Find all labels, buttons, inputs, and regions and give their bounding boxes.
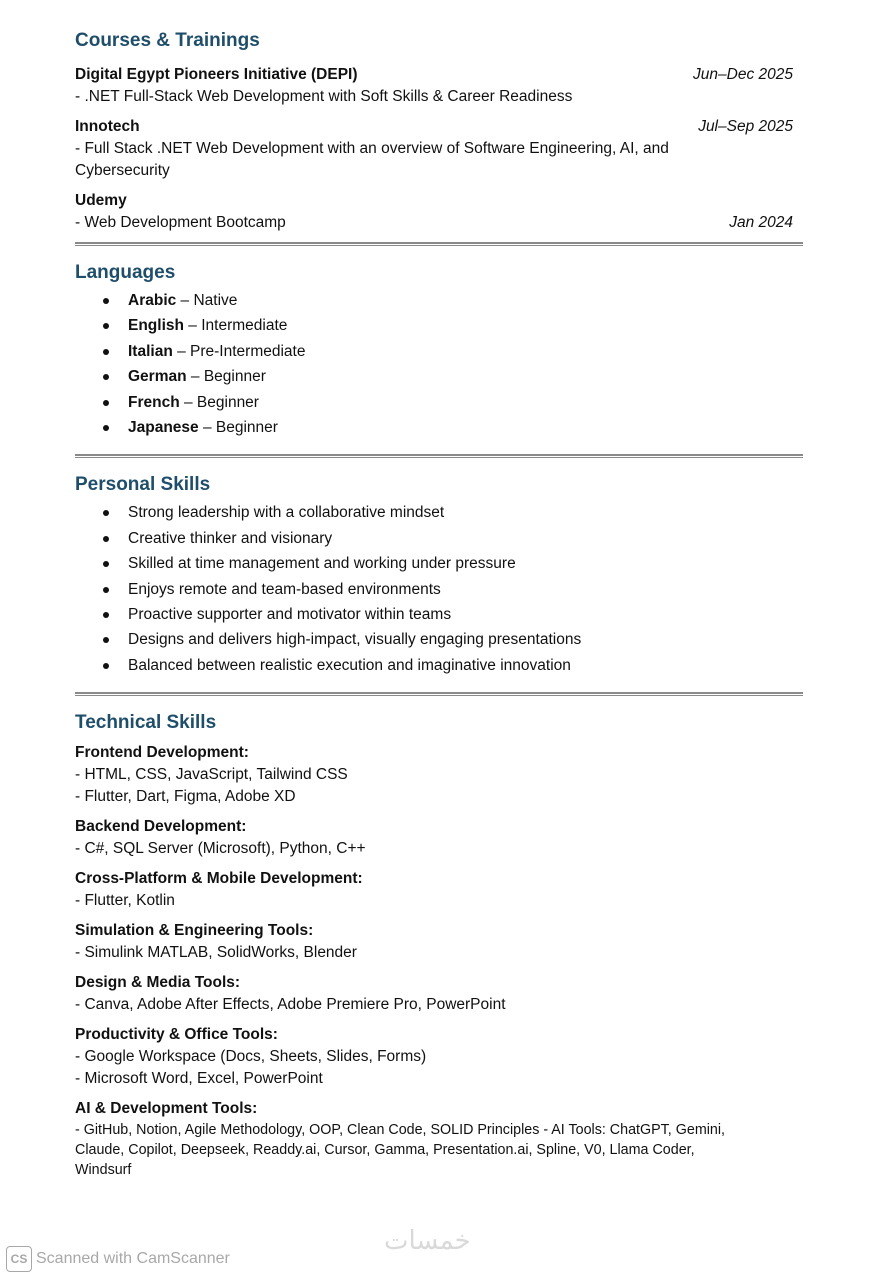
technical-skills-title: Technical Skills: [75, 712, 217, 734]
skill-group-title: Productivity & Office Tools:: [75, 1026, 278, 1044]
course-name: Innotech: [75, 118, 140, 135]
section-divider: [75, 454, 803, 458]
course-date: Jan 2024: [729, 214, 793, 231]
skill-group-title: Backend Development:: [75, 818, 247, 836]
languages-title: Languages: [75, 262, 176, 283]
course-date: Jul–Sep 2025: [698, 118, 793, 135]
personal-skill-item: Designs and delivers high-impact, visually engaging presentations: [75, 627, 803, 652]
skill-line: - Canva, Adobe After Effects, Adobe Premiere Pro, PowerPoint: [75, 996, 506, 1014]
skill-group: [75, 868, 803, 912]
language-level: – Beginner: [186, 368, 266, 386]
language-level: – Native: [176, 292, 238, 309]
personal-skills-title: Personal Skills: [75, 474, 211, 496]
language-item: [75, 313, 803, 338]
skill-group-title: AI & Development Tools:: [75, 1100, 258, 1118]
skill-group-title: Simulation & Engineering Tools:: [75, 922, 314, 940]
khamsat-watermark: خمسات: [384, 1226, 471, 1256]
language-level: – Intermediate: [183, 317, 288, 335]
course-date: Jun–Dec 2025: [693, 66, 793, 83]
language-name: Arabic: [128, 292, 177, 309]
camscanner-footer: [6, 1246, 230, 1272]
language-item: [75, 339, 803, 364]
personal-skills-section: [75, 472, 803, 678]
course-description: - .NET Full-Stack Web Development with Soft Skills & Career Readiness: [75, 88, 573, 105]
course-name: Udemy: [75, 192, 127, 209]
camscanner-text: Scanned with CamScanner: [36, 1250, 230, 1267]
skill-line: - GitHub, Notion, Agile Methodology, OOP, Clean Code, SOLID Principles - AI Tools: ChatGPT, Gemini,: [75, 1122, 726, 1139]
language-level: – Pre-Intermediate: [172, 342, 306, 360]
language-level: – Beginner: [198, 419, 278, 437]
course-name: Digital Egypt Pioneers Initiative (DEPI): [75, 66, 358, 83]
skill-group: [75, 972, 803, 1016]
skill-line: - Google Workspace (Docs, Sheets, Slides, Forms): [75, 1048, 427, 1066]
language-item: [75, 364, 803, 389]
skill-group: [75, 816, 803, 860]
personal-skill-item: Skilled at time management and working under pressure: [75, 551, 803, 576]
skill-line: Windsurf: [75, 1162, 132, 1179]
language-name: French: [128, 393, 180, 411]
skill-line: - Simulink MATLAB, SolidWorks, Blender: [75, 944, 357, 962]
course-description: - Full Stack .NET Web Development with an overview of Software Engineering, AI, and: [75, 140, 669, 157]
resume-page: [75, 28, 803, 1188]
courses-section: [75, 28, 803, 234]
skill-group: [75, 920, 803, 964]
skill-line: - Flutter, Kotlin: [75, 892, 175, 910]
courses-title: Courses & Trainings: [75, 30, 260, 51]
skill-group-title: Design & Media Tools:: [75, 974, 241, 992]
language-item: [75, 288, 803, 313]
skill-line: - HTML, CSS, JavaScript, Tailwind CSS: [75, 766, 348, 784]
language-item: [75, 415, 803, 440]
language-name: Japanese: [128, 419, 199, 437]
skill-group: [75, 742, 803, 808]
skill-group-title: Frontend Development:: [75, 744, 249, 762]
skill-line: - Microsoft Word, Excel, PowerPoint: [75, 1070, 323, 1088]
language-item: [75, 390, 803, 415]
personal-skill-item: Enjoys remote and team-based environments: [75, 577, 803, 602]
skill-group: [75, 1024, 803, 1090]
course-description: Cybersecurity: [75, 162, 170, 179]
course-description: - Web Development Bootcamp: [75, 214, 286, 231]
personal-skill-item: Proactive supporter and motivator within teams: [75, 602, 803, 627]
languages-section: [75, 260, 803, 440]
skill-line: Claude, Copilot, Deepseek, Readdy.ai, Cursor, Gamma, Presentation.ai, Spline, V0, Llama Coder,: [75, 1142, 695, 1159]
skill-line: - C#, SQL Server (Microsoft), Python, C++: [75, 840, 366, 858]
section-divider: [75, 692, 803, 696]
course-entry: [75, 190, 803, 234]
language-name: German: [128, 368, 187, 386]
skill-line: - Flutter, Dart, Figma, Adobe XD: [75, 788, 296, 806]
technical-skills-section: [75, 710, 803, 1180]
personal-skill-item: Strong leadership with a collaborative mindset: [75, 500, 803, 525]
language-name: English: [128, 317, 184, 335]
course-entry: [75, 116, 803, 182]
personal-skill-item: Creative thinker and visionary: [75, 526, 803, 551]
skill-group: [75, 1098, 803, 1180]
language-level: – Beginner: [179, 393, 259, 411]
camscanner-logo-icon: CS: [6, 1246, 32, 1272]
course-entry: [75, 64, 803, 108]
language-name: Italian: [128, 342, 173, 360]
section-divider: [75, 242, 803, 246]
skill-group-title: Cross-Platform & Mobile Development:: [75, 870, 363, 888]
personal-skill-item: Balanced between realistic execution and imaginative innovation: [75, 653, 803, 678]
